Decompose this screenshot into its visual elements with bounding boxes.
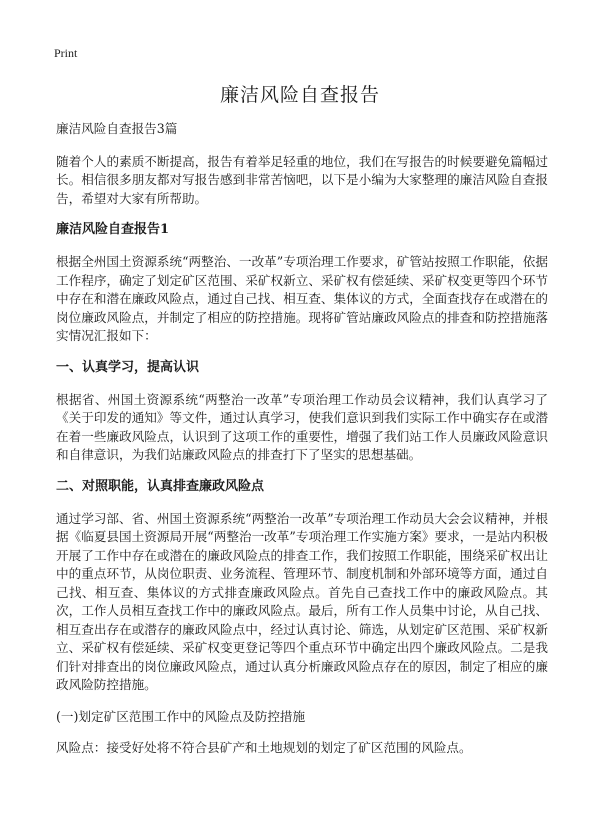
document-body: [56, 120, 548, 771]
risk-item-heading: (一)划定矿区范围工作中的风险点及防控措施: [56, 708, 306, 724]
intro-paragraph: 随着个人的素质不断提高，报告有着举足轻重的地位，我们在写报告的时候要避免篇幅过长。相信很多朋友都对写报告感到非常苦恼吧，以下是小编为大家整理的廉洁风险自查报告，希望对大家有所帮助。: [56, 153, 548, 206]
subsection-heading-inspection: 二、对照职能，认真排查廉政风险点: [56, 478, 265, 494]
section-paragraph: 根据全州国土资源系统“两整治、一改革”专项治理工作要求，矿管站按照工作职能，依据工作程序，确定了划定矿区范围、采矿权新立、采矿权有偿延续、采矿权变更等四个环节中存在和潜在廉政风险点，通过自己找、相互查、集体议的方式，全面查找存在或潜在的岗位廉政风险点，并制定了相应的防控措施。现将矿管站廉政风险点的排查和防控措施落实情况汇报如下：: [56, 254, 548, 343]
study-paragraph: 根据省、州国土资源系统“两整治一改革”专项治理工作动员会议精神，我们认真学习了《关于印发的通知》等文件，通过认真学习，使我们意识到我们实际工作中确实存在或潜在着一些廉政风险点，认识到了这项工作的重要性，增强了我们站工作人员廉政风险意识和自律意识，为我们站廉政风险点的排查打下了坚实的思想基础。: [56, 391, 548, 462]
subsection-heading-study: 一、认真学习，提高认识: [56, 359, 200, 375]
document-subtitle: 廉洁风险自查报告3篇: [56, 121, 178, 136]
inspection-paragraph: 通过学习部、省、州国土资源系统“两整治一改革”专项治理工作动员大会会议精神，并根据《临夏县国土资源局开展“两整治一改革”专项治理工作实施方案》要求，一是站内积极开展了工作中存在或潜在的廉政风险点的排查工作，我们按照工作职能，围绕采矿权出让中的重点环节，从岗位职责、业务流程、管理环节、制度机制和外部环境等方面，通过自己找、相互查、集体议的方式排查廉政风险点。首先自己查找工作中的廉政风险点。其次，工作人员相互查找工作中的廉政风险点。最后，所有工作人员集中讨论，从自己找、相互查出存在或潜存的廉政风险点中，经过认真讨论、筛选，从划定矿区范围、采矿权新立、采矿权有偿延续、采矿权变更登记等四个重点环节中确定出四个廉政风险点。二是我们针对排查出的岗位廉政风险点，通过认真分析廉政风险点存在的原因，制定了相应的廉政风险防控措施。: [56, 510, 548, 692]
risk-point-paragraph: 风险点：接受好处将不符合县矿产和土地规划的划定了矿区范围的风险点。: [56, 740, 472, 755]
document-title: 廉洁风险自查报告: [219, 84, 380, 106]
section-heading: 廉洁风险自查报告1: [56, 222, 170, 237]
print-label[interactable]: Print: [54, 46, 78, 60]
